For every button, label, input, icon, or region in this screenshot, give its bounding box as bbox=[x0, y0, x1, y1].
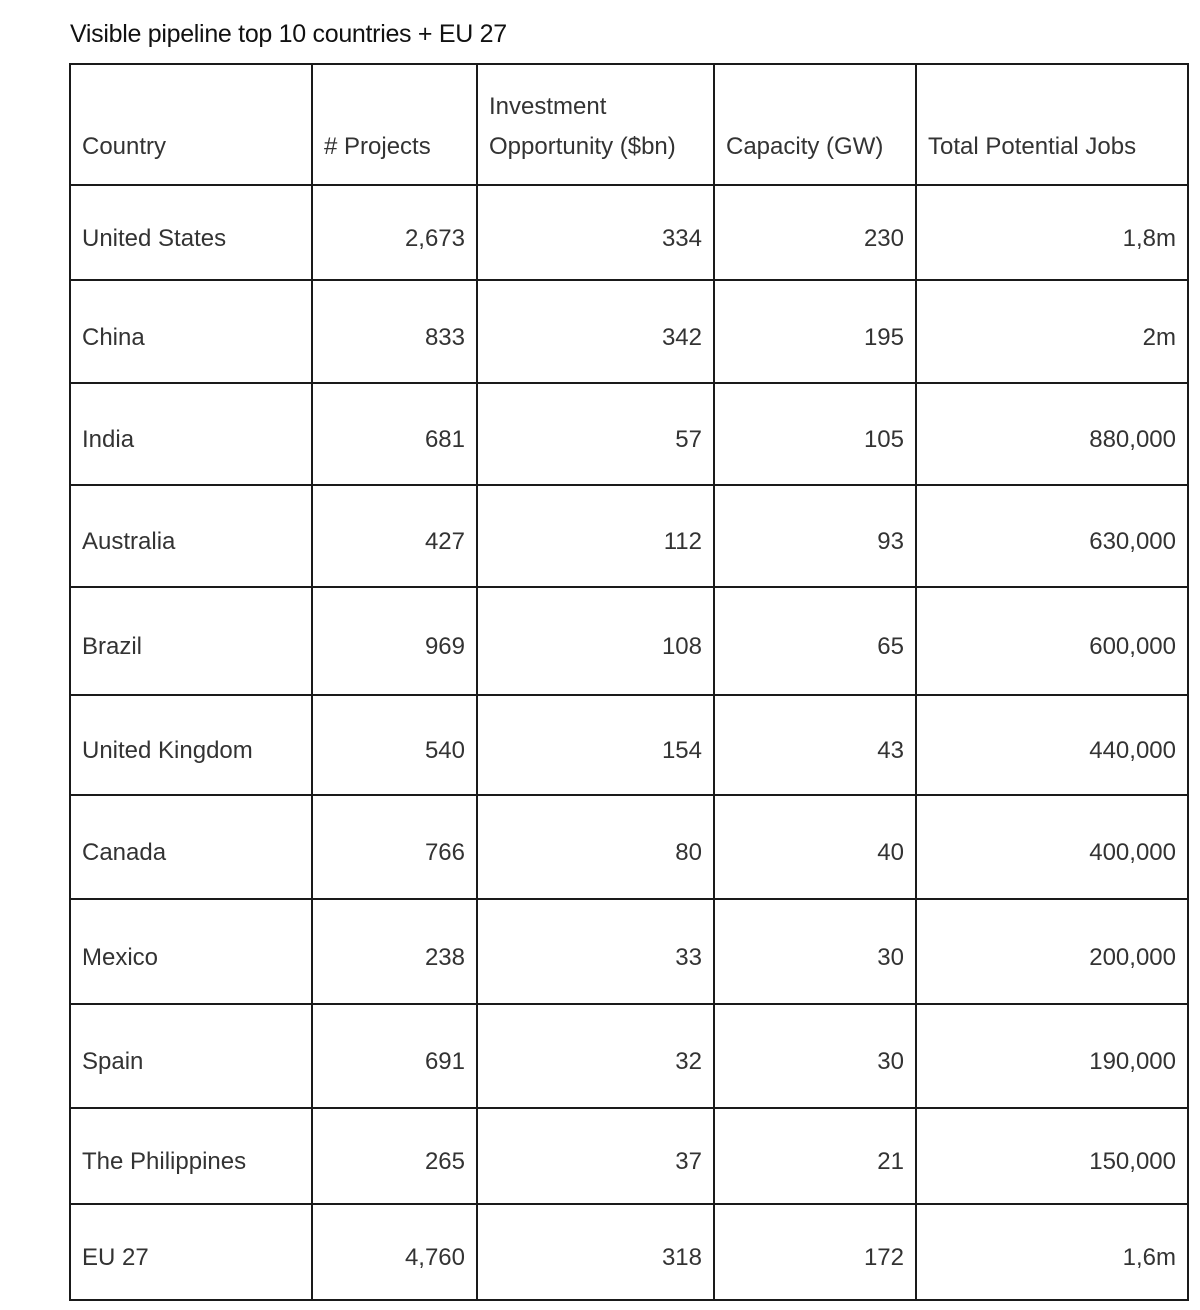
cell-capacity: 230 bbox=[714, 185, 916, 280]
header-investment-line2: Opportunity ($bn) bbox=[489, 133, 676, 160]
cell-jobs: 1,8m bbox=[916, 185, 1188, 280]
cell-projects: 766 bbox=[312, 795, 477, 899]
cell-country: Brazil bbox=[70, 587, 312, 695]
cell-projects: 238 bbox=[312, 899, 477, 1004]
header-country: Country bbox=[70, 64, 312, 185]
cell-projects: 833 bbox=[312, 280, 477, 383]
header-investment-line1: Investment bbox=[489, 93, 607, 120]
cell-projects: 691 bbox=[312, 1004, 477, 1108]
table-row bbox=[70, 280, 1188, 383]
table-row bbox=[70, 185, 1188, 280]
page-title: Visible pipeline top 10 countries + EU 27 bbox=[70, 20, 507, 48]
cell-country: Canada bbox=[70, 795, 312, 899]
cell-capacity: 65 bbox=[714, 587, 916, 695]
cell-capacity: 105 bbox=[714, 383, 916, 485]
cell-investment: 57 bbox=[477, 383, 714, 485]
table-row bbox=[70, 1004, 1188, 1108]
cell-capacity: 195 bbox=[714, 280, 916, 383]
cell-investment: 33 bbox=[477, 899, 714, 1004]
cell-jobs: 880,000 bbox=[916, 383, 1188, 485]
cell-country: The Philippines bbox=[70, 1108, 312, 1204]
table-row bbox=[70, 587, 1188, 695]
table-row bbox=[70, 485, 1188, 587]
cell-projects: 681 bbox=[312, 383, 477, 485]
cell-country: United Kingdom bbox=[70, 695, 312, 795]
cell-projects: 969 bbox=[312, 587, 477, 695]
cell-capacity: 43 bbox=[714, 695, 916, 795]
cell-jobs: 1,6m bbox=[916, 1204, 1188, 1300]
cell-capacity: 30 bbox=[714, 1004, 916, 1108]
pipeline-table bbox=[69, 63, 1189, 1301]
cell-country: EU 27 bbox=[70, 1204, 312, 1300]
cell-jobs: 600,000 bbox=[916, 587, 1188, 695]
header-jobs: Total Potential Jobs bbox=[916, 64, 1188, 185]
cell-jobs: 2m bbox=[916, 280, 1188, 383]
cell-investment: 37 bbox=[477, 1108, 714, 1204]
cell-projects: 540 bbox=[312, 695, 477, 795]
cell-investment: 154 bbox=[477, 695, 714, 795]
cell-projects: 2,673 bbox=[312, 185, 477, 280]
cell-jobs: 190,000 bbox=[916, 1004, 1188, 1108]
cell-jobs: 200,000 bbox=[916, 899, 1188, 1004]
header-projects: # Projects bbox=[312, 64, 477, 185]
table-row bbox=[70, 1204, 1188, 1300]
table-header-row bbox=[70, 64, 1188, 185]
cell-country: Mexico bbox=[70, 899, 312, 1004]
header-investment bbox=[477, 64, 714, 185]
cell-jobs: 440,000 bbox=[916, 695, 1188, 795]
table-row bbox=[70, 383, 1188, 485]
cell-country: Spain bbox=[70, 1004, 312, 1108]
cell-investment: 334 bbox=[477, 185, 714, 280]
cell-capacity: 93 bbox=[714, 485, 916, 587]
table-row bbox=[70, 899, 1188, 1004]
cell-projects: 4,760 bbox=[312, 1204, 477, 1300]
table-row bbox=[70, 795, 1188, 899]
cell-capacity: 30 bbox=[714, 899, 916, 1004]
cell-jobs: 150,000 bbox=[916, 1108, 1188, 1204]
cell-investment: 32 bbox=[477, 1004, 714, 1108]
header-capacity: Capacity (GW) bbox=[714, 64, 916, 185]
cell-projects: 265 bbox=[312, 1108, 477, 1204]
cell-capacity: 40 bbox=[714, 795, 916, 899]
cell-country: United States bbox=[70, 185, 312, 280]
cell-investment: 80 bbox=[477, 795, 714, 899]
cell-country: China bbox=[70, 280, 312, 383]
cell-country: India bbox=[70, 383, 312, 485]
cell-jobs: 630,000 bbox=[916, 485, 1188, 587]
cell-projects: 427 bbox=[312, 485, 477, 587]
cell-investment: 112 bbox=[477, 485, 714, 587]
table-row bbox=[70, 695, 1188, 795]
cell-capacity: 21 bbox=[714, 1108, 916, 1204]
cell-jobs: 400,000 bbox=[916, 795, 1188, 899]
cell-investment: 318 bbox=[477, 1204, 714, 1300]
cell-capacity: 172 bbox=[714, 1204, 916, 1300]
cell-country: Australia bbox=[70, 485, 312, 587]
cell-investment: 342 bbox=[477, 280, 714, 383]
table-row bbox=[70, 1108, 1188, 1204]
cell-investment: 108 bbox=[477, 587, 714, 695]
